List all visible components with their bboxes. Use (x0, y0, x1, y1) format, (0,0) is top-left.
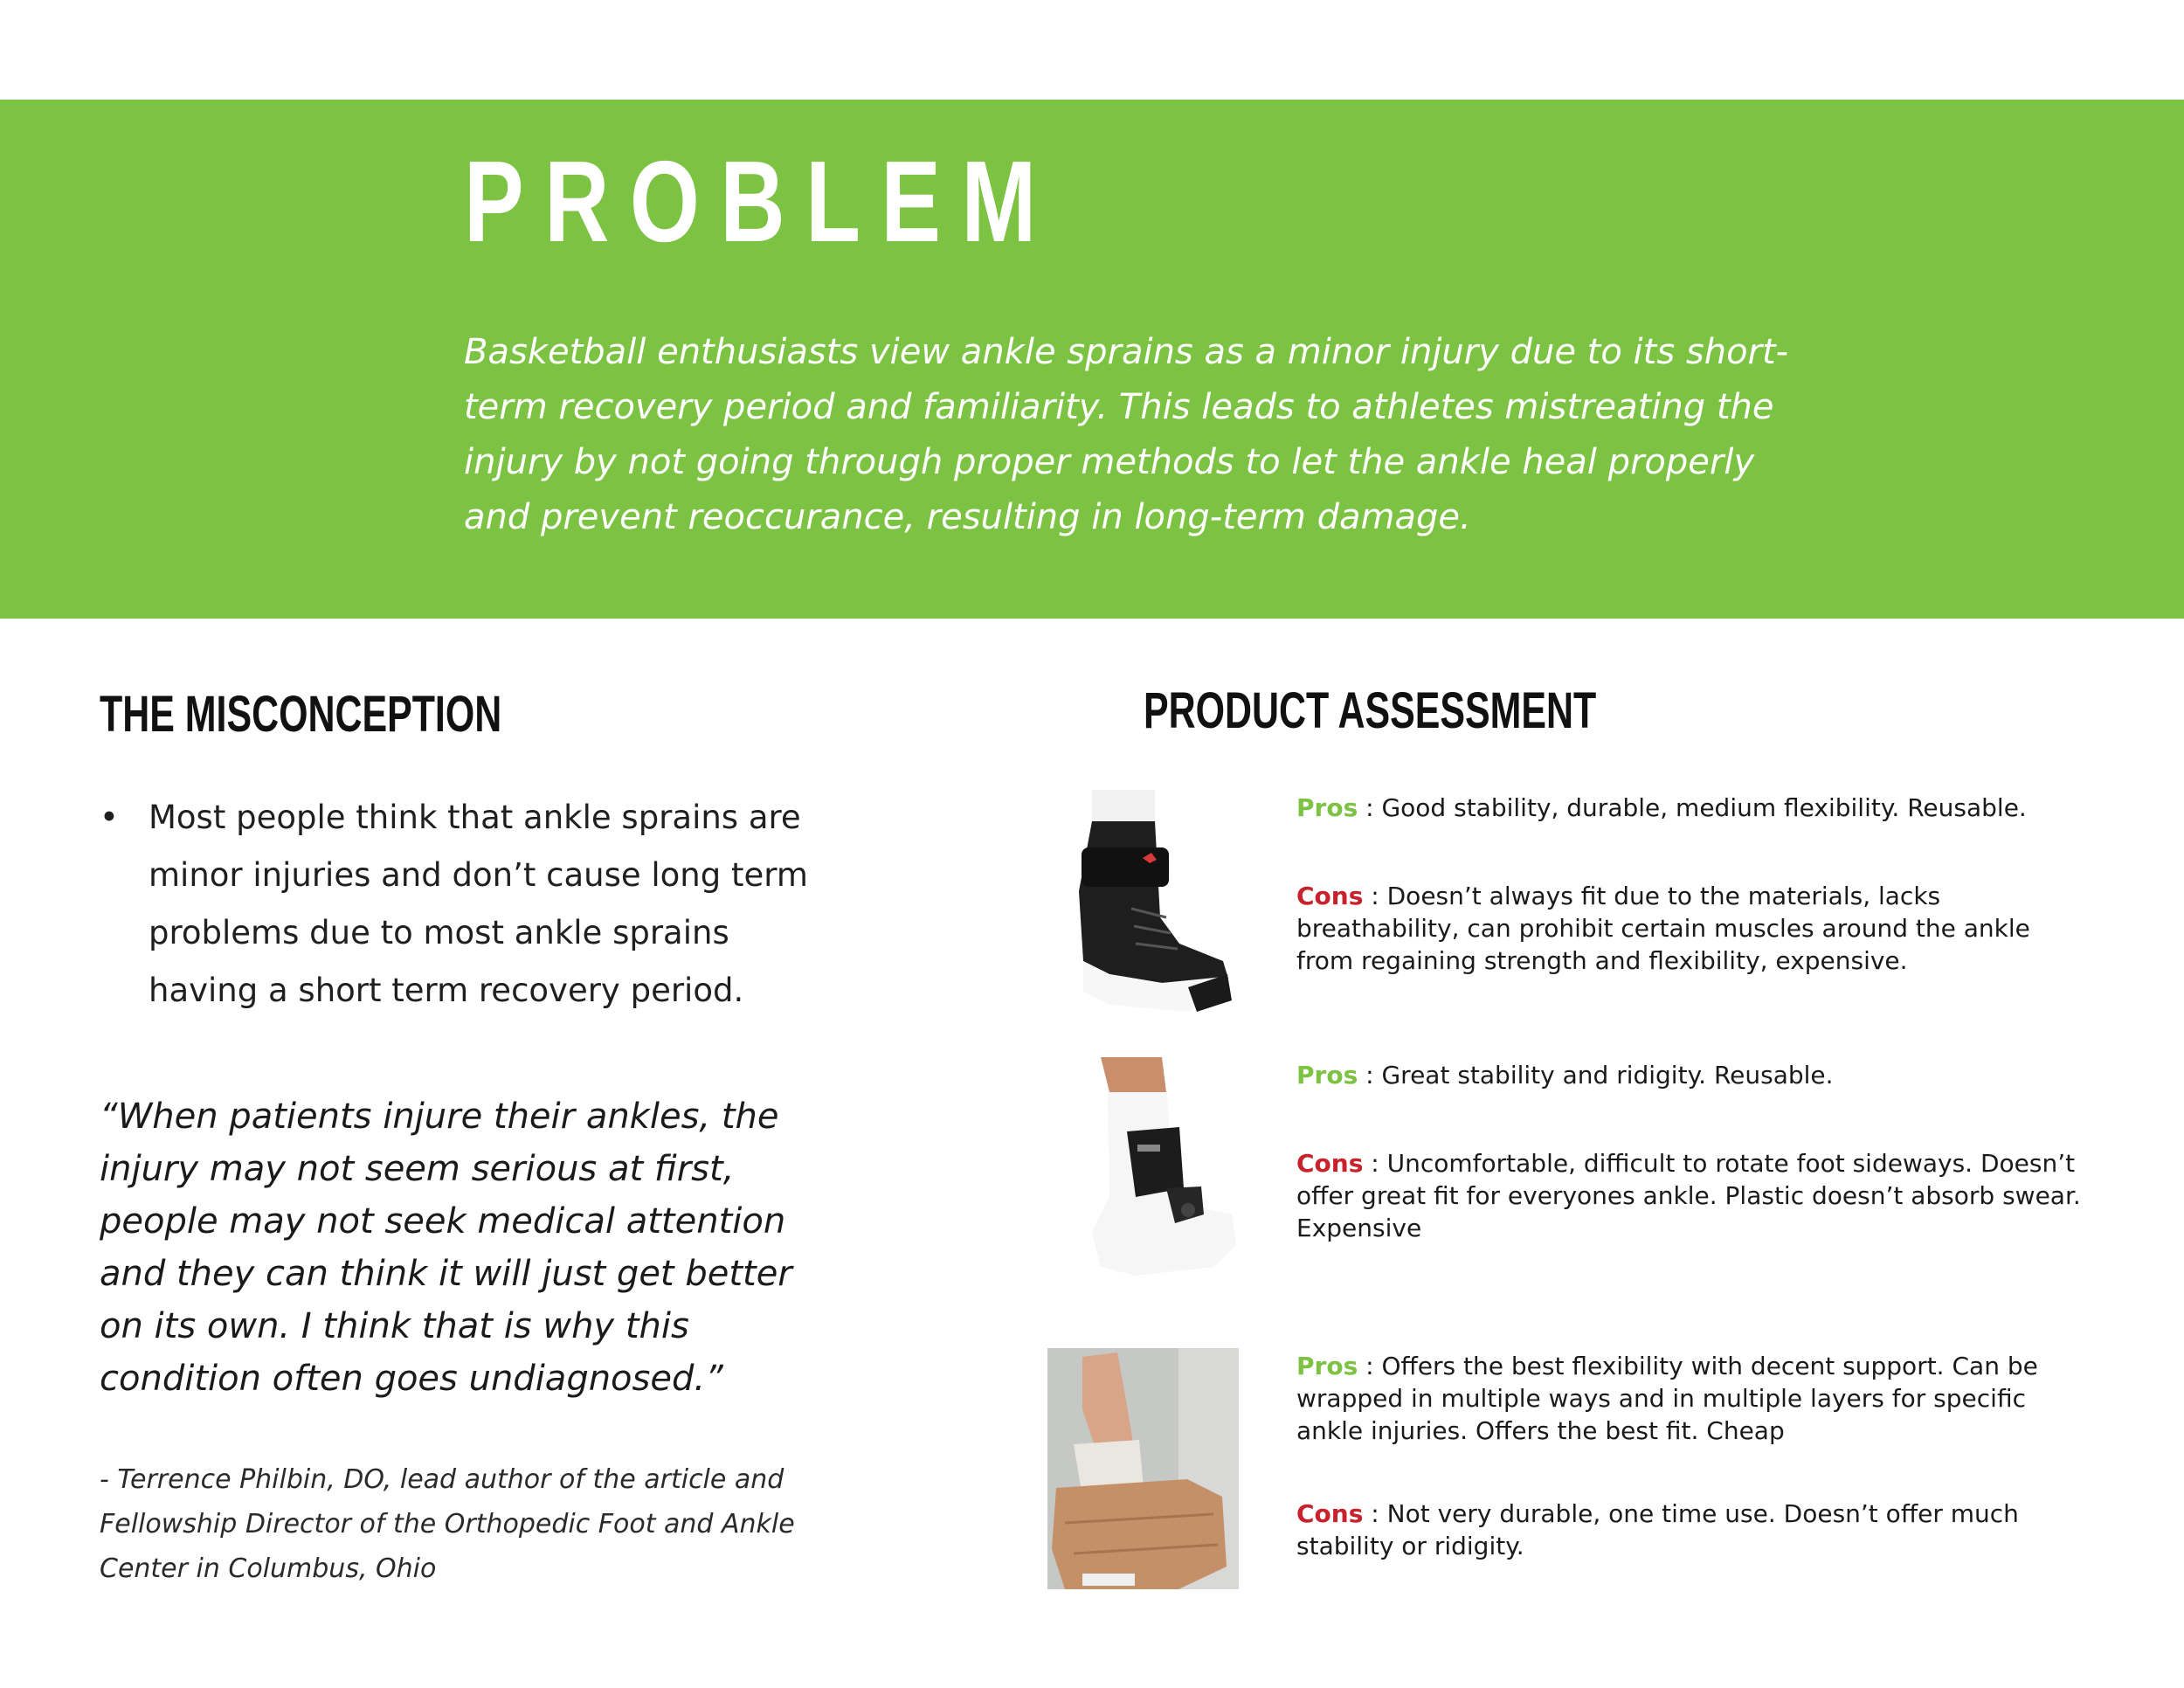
bullet-text: Most people think that ankle sprains are minor injuries and don’t cause long term problems due to most ankle sprains having a short term recovery period. (149, 799, 808, 1009)
product-1-pros (1296, 792, 2083, 824)
expert-quote: “When patients injure their ankles, the injury may not seem serious at first, people may not seek medical attention and they can think it will just get better on its own. I think that is why this condition often goes undiagnosed.” (100, 1097, 792, 1399)
quote-attribution: - Terrence Philbin, DO, lead author of the article and Fellowship Director of the Orthopedic Foot and Ankle Center in Columbus, Ohio (100, 1464, 795, 1584)
assessment-heading: PRODUCT ASSESSMENT (1144, 682, 1597, 739)
problem-statement: Basketball enthusiasts view ankle sprains as a minor injury due to its short-term recovery period and familiarity. This leads to athletes mistreating the injury by not going through proper methods to let the ankle heal properly and prevent reoccurance, resulting in long-term damage. (464, 332, 1789, 537)
bullet-icon: • (100, 799, 119, 836)
pros-text: : Good stability, durable, medium flexibility. Reusable. (1358, 793, 2027, 822)
pros-text: : Offers the best flexibility with decent support. Can be wrapped in multiple ways and in multiple layers for specific ankle injuries. Offers the best fit. Cheap (1296, 1352, 2038, 1445)
misconception-bullet (100, 789, 825, 1020)
product-3-cons (1296, 1498, 2083, 1562)
cons-text: : Uncomfortable, difficult to rotate foot sideways. Doesn’t offer great fit for everyones ankle. Plastic doesn’t absorb swear. Expensive (1296, 1149, 2081, 1242)
cons-label: Cons (1296, 1149, 1364, 1178)
product-3-pros (1296, 1350, 2083, 1447)
stirrup-brace-image (1083, 1057, 1249, 1293)
page-title: PROBLEM (464, 137, 1057, 266)
pros-label: Pros (1296, 1061, 1358, 1090)
tape-wrap-image (1047, 1348, 1239, 1589)
pros-text: : Great stability and ridigity. Reusable. (1358, 1061, 1834, 1090)
product-2-pros (1296, 1059, 2083, 1091)
lace-up-brace-image (1048, 786, 1241, 1022)
product-1-cons (1296, 880, 2083, 977)
cons-label: Cons (1296, 1499, 1364, 1528)
pros-label: Pros (1296, 1352, 1358, 1380)
pros-label: Pros (1296, 793, 1358, 822)
cons-text: : Doesn’t always fit due to the materials, lacks breathability, can prohibit certain muscles around the ankle from regaining strength and flexibility, expensive. (1296, 882, 2030, 975)
cons-label: Cons (1296, 882, 1364, 910)
cons-text: : Not very durable, one time use. Doesn’t offer much stability or ridigity. (1296, 1499, 2019, 1560)
misconception-heading: THE MISCONCEPTION (100, 686, 502, 743)
product-2-cons (1296, 1147, 2083, 1244)
